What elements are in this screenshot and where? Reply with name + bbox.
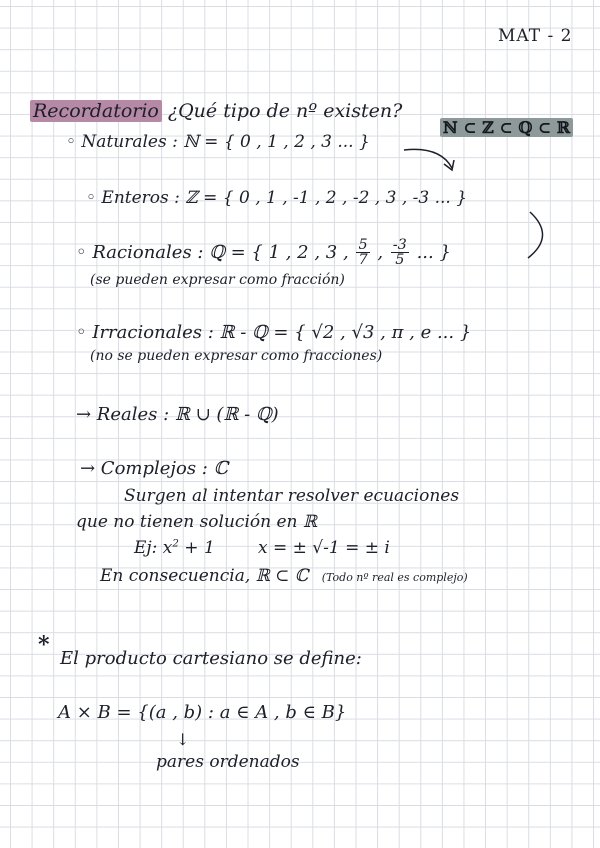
reales-line: → Reales : ℝ ∪ (ℝ - ℚ)	[76, 404, 279, 425]
reminder-label: Recordatorio	[30, 100, 162, 122]
racionales-suffix: ... }	[416, 241, 451, 263]
example-prefix: Ej: x	[134, 538, 173, 558]
inclusion-chain: ℕ ⊂ ℤ ⊂ ℚ ⊂ ℝ	[440, 118, 573, 137]
example-exponent: 2	[172, 538, 179, 550]
cartesian-formula: A × B = {(a , b) : a ∈ A , b ∈ B}	[58, 702, 347, 723]
pairs-label: pares ordenados	[156, 752, 300, 772]
fraction-numerator: 5	[358, 237, 368, 253]
reminder-question: ¿Qué tipo de nº existen?	[167, 100, 403, 122]
pairs-arrow: ↓	[176, 730, 190, 749]
comma: ,	[377, 241, 384, 263]
consequence-note: (Todo nº real es complejo)	[321, 571, 468, 584]
cartesian-bullet: *	[38, 632, 50, 658]
fraction-numerator: -3	[392, 237, 407, 253]
racionales-note: (se pueden expresar como fracción)	[90, 272, 345, 288]
course-tag: MAT - 2	[498, 26, 573, 46]
enteros-line: ◦ Enteros : ℤ = { 0 , 1 , -1 , 2 , -2 , 3 , -3 ... }	[86, 188, 468, 208]
example-suffix: + 1 x = ± √-1 = ± i	[184, 538, 390, 558]
fraction-denominator: 5	[395, 252, 405, 269]
irracionales-line: ◦ Irracionales : ℝ - ℚ = { √2 , √3 , π , e ... }	[76, 322, 472, 343]
fraction-denominator: 7	[358, 252, 368, 269]
irracionales-note: (no se pueden expresar como fracciones)	[90, 348, 383, 364]
complex-explanation-2: que no tienen solución en ℝ	[76, 512, 318, 532]
arrowhead-icon	[444, 160, 454, 170]
racionales-prefix: ◦ Racionales : ℚ = { 1 , 2 , 3 ,	[76, 241, 349, 263]
brace-curve-icon	[528, 212, 543, 258]
naturales-line: ◦ Naturales : ℕ = { 0 , 1 , 2 , 3 ... }	[66, 132, 370, 152]
consequence-text: En consecuencia, ℝ ⊂ ℂ	[100, 566, 309, 586]
cartesian-title: El producto cartesiano se define:	[60, 648, 362, 669]
complejos-line: → Complejos : ℂ	[80, 458, 228, 479]
complex-explanation-1: Surgen al intentar resolver ecuaciones	[124, 486, 460, 506]
